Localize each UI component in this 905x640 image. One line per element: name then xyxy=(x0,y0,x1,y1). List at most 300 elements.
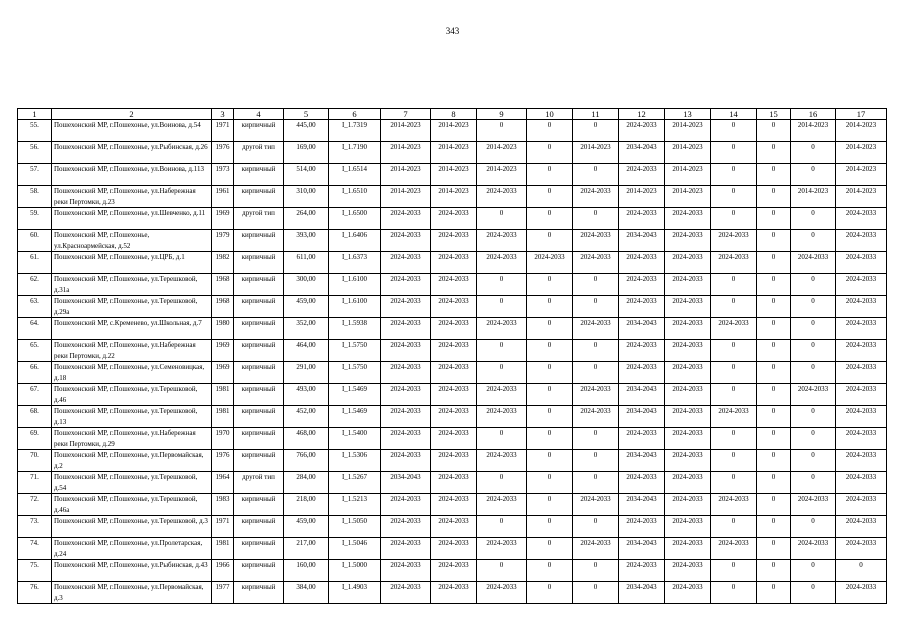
wall-material-cell: кирпичный xyxy=(234,252,284,274)
table-row xyxy=(18,384,887,406)
year-built-cell: 1981 xyxy=(212,538,234,560)
work-period-7-cell: 2024-2033 xyxy=(381,428,431,450)
index-cell: I_1.6514 xyxy=(329,164,381,186)
work-period-16-cell: 2024-2033 xyxy=(791,252,836,274)
address-cell: Пошехонский МР, г.Пошехонье, ул.Пролетарская, д.24 xyxy=(52,538,212,560)
row-number-cell: 65. xyxy=(18,340,52,362)
column-header-15: 15 xyxy=(757,109,791,120)
row-number-cell: 55. xyxy=(18,120,52,142)
work-period-14-cell: 0 xyxy=(711,362,757,384)
area-cell: 160,00 xyxy=(284,560,329,582)
work-period-17-cell: 2024-2033 xyxy=(836,274,887,296)
work-period-17-cell: 2024-2033 xyxy=(836,494,887,516)
work-period-15-cell: 0 xyxy=(757,274,791,296)
row-number-cell: 63. xyxy=(18,296,52,318)
work-period-17-cell: 0 xyxy=(836,560,887,582)
work-period-14-cell: 0 xyxy=(711,142,757,164)
work-period-10-cell: 0 xyxy=(527,560,573,582)
work-period-16-cell: 2024-2033 xyxy=(791,538,836,560)
work-period-11-cell: 0 xyxy=(573,560,619,582)
work-period-12-cell: 2024-2033 xyxy=(619,274,665,296)
work-period-8-cell: 2024-2033 xyxy=(431,208,477,230)
work-period-16-cell: 2024-2033 xyxy=(791,494,836,516)
work-period-9-cell: 2024-2033 xyxy=(477,252,527,274)
work-period-11-cell: 2024-2033 xyxy=(573,538,619,560)
work-period-9-cell: 0 xyxy=(477,362,527,384)
work-period-8-cell: 2024-2033 xyxy=(431,582,477,604)
work-period-14-cell: 0 xyxy=(711,274,757,296)
year-built-cell: 1971 xyxy=(212,516,234,538)
work-period-13-cell: 2014-2023 xyxy=(665,142,711,164)
work-period-8-cell: 2024-2033 xyxy=(431,362,477,384)
work-period-8-cell: 2014-2023 xyxy=(431,186,477,208)
wall-material-cell: кирпичный xyxy=(234,296,284,318)
area-cell: 218,00 xyxy=(284,494,329,516)
work-period-11-cell: 0 xyxy=(573,428,619,450)
year-built-cell: 1971 xyxy=(212,120,234,142)
work-period-9-cell: 2024-2033 xyxy=(477,494,527,516)
address-cell: Пошехонский МР, г.Пошехонье, ул.Рыбинская, д.43 xyxy=(52,560,212,582)
area-cell: 393,00 xyxy=(284,230,329,252)
work-period-10-cell: 0 xyxy=(527,142,573,164)
year-built-cell: 1976 xyxy=(212,142,234,164)
wall-material-cell: другой тип xyxy=(234,208,284,230)
work-period-12-cell: 2024-2033 xyxy=(619,208,665,230)
year-built-cell: 1966 xyxy=(212,560,234,582)
column-header-6: 6 xyxy=(329,109,381,120)
column-header-12: 12 xyxy=(619,109,665,120)
work-period-7-cell: 2024-2033 xyxy=(381,494,431,516)
year-built-cell: 1981 xyxy=(212,406,234,428)
index-cell: I_1.5938 xyxy=(329,318,381,340)
work-period-17-cell: 2024-2033 xyxy=(836,362,887,384)
area-cell: 459,00 xyxy=(284,516,329,538)
work-period-15-cell: 0 xyxy=(757,472,791,494)
housing-registry-table xyxy=(17,108,887,604)
work-period-9-cell: 0 xyxy=(477,340,527,362)
year-built-cell: 1973 xyxy=(212,164,234,186)
work-period-15-cell: 0 xyxy=(757,186,791,208)
work-period-8-cell: 2024-2033 xyxy=(431,252,477,274)
work-period-12-cell: 2034-2043 xyxy=(619,538,665,560)
work-period-9-cell: 0 xyxy=(477,560,527,582)
address-cell: Пошехонский МР, г.Пошехонье, ул.Шевченко, д.11 xyxy=(52,208,212,230)
table-row xyxy=(18,208,887,230)
work-period-17-cell: 2024-2033 xyxy=(836,406,887,428)
work-period-16-cell: 0 xyxy=(791,406,836,428)
work-period-11-cell: 2024-2033 xyxy=(573,494,619,516)
work-period-16-cell: 0 xyxy=(791,274,836,296)
wall-material-cell: другой тип xyxy=(234,142,284,164)
work-period-15-cell: 0 xyxy=(757,120,791,142)
work-period-17-cell: 2024-2033 xyxy=(836,516,887,538)
area-cell: 468,00 xyxy=(284,428,329,450)
work-period-7-cell: 2024-2033 xyxy=(381,318,431,340)
row-number-cell: 64. xyxy=(18,318,52,340)
area-cell: 452,00 xyxy=(284,406,329,428)
table-body xyxy=(18,120,887,604)
work-period-10-cell: 0 xyxy=(527,274,573,296)
work-period-15-cell: 0 xyxy=(757,516,791,538)
row-number-cell: 56. xyxy=(18,142,52,164)
work-period-11-cell: 0 xyxy=(573,472,619,494)
work-period-10-cell: 0 xyxy=(527,516,573,538)
row-number-cell: 69. xyxy=(18,428,52,450)
row-number-cell: 74. xyxy=(18,538,52,560)
address-cell: Пошехонский МР, г.Пошехонье, ул.Терешковой, д.31а xyxy=(52,274,212,296)
wall-material-cell: кирпичный xyxy=(234,494,284,516)
work-period-7-cell: 2024-2033 xyxy=(381,582,431,604)
work-period-13-cell: 2024-2033 xyxy=(665,406,711,428)
work-period-11-cell: 0 xyxy=(573,296,619,318)
table-row xyxy=(18,340,887,362)
work-period-9-cell: 2024-2033 xyxy=(477,538,527,560)
work-period-13-cell: 2024-2033 xyxy=(665,208,711,230)
work-period-8-cell: 2024-2033 xyxy=(431,274,477,296)
index-cell: I_1.6510 xyxy=(329,186,381,208)
work-period-11-cell: 0 xyxy=(573,516,619,538)
wall-material-cell: кирпичный xyxy=(234,340,284,362)
work-period-9-cell: 0 xyxy=(477,516,527,538)
work-period-16-cell: 0 xyxy=(791,428,836,450)
year-built-cell: 1977 xyxy=(212,582,234,604)
work-period-15-cell: 0 xyxy=(757,296,791,318)
work-period-8-cell: 2024-2033 xyxy=(431,472,477,494)
table-row xyxy=(18,516,887,538)
work-period-8-cell: 2024-2033 xyxy=(431,428,477,450)
work-period-17-cell: 2014-2023 xyxy=(836,164,887,186)
work-period-11-cell: 0 xyxy=(573,164,619,186)
work-period-12-cell: 2034-2043 xyxy=(619,230,665,252)
work-period-14-cell: 2024-2033 xyxy=(711,230,757,252)
work-period-9-cell: 0 xyxy=(477,296,527,318)
work-period-7-cell: 2024-2033 xyxy=(381,406,431,428)
work-period-15-cell: 0 xyxy=(757,142,791,164)
work-period-15-cell: 0 xyxy=(757,252,791,274)
work-period-15-cell: 0 xyxy=(757,164,791,186)
row-number-cell: 71. xyxy=(18,472,52,494)
work-period-17-cell: 2024-2033 xyxy=(836,340,887,362)
table-row xyxy=(18,560,887,582)
work-period-7-cell: 2024-2033 xyxy=(381,450,431,472)
area-cell: 217,00 xyxy=(284,538,329,560)
table-row xyxy=(18,318,887,340)
row-number-cell: 61. xyxy=(18,252,52,274)
year-built-cell: 1982 xyxy=(212,252,234,274)
work-period-16-cell: 0 xyxy=(791,142,836,164)
year-built-cell: 1964 xyxy=(212,472,234,494)
work-period-8-cell: 2024-2033 xyxy=(431,538,477,560)
table-row xyxy=(18,428,887,450)
table-row xyxy=(18,472,887,494)
year-built-cell: 1961 xyxy=(212,186,234,208)
row-number-cell: 72. xyxy=(18,494,52,516)
work-period-7-cell: 2024-2033 xyxy=(381,516,431,538)
table-row xyxy=(18,274,887,296)
work-period-14-cell: 0 xyxy=(711,164,757,186)
work-period-10-cell: 0 xyxy=(527,384,573,406)
work-period-8-cell: 2014-2023 xyxy=(431,142,477,164)
work-period-12-cell: 2024-2033 xyxy=(619,362,665,384)
page-number: 343 xyxy=(445,26,460,36)
header-row xyxy=(18,109,887,120)
work-period-17-cell: 2014-2023 xyxy=(836,186,887,208)
work-period-12-cell: 2034-2043 xyxy=(619,582,665,604)
work-period-16-cell: 2024-2033 xyxy=(791,384,836,406)
work-period-16-cell: 0 xyxy=(791,296,836,318)
year-built-cell: 1981 xyxy=(212,384,234,406)
index-cell: I_1.7319 xyxy=(329,120,381,142)
work-period-10-cell: 0 xyxy=(527,208,573,230)
area-cell: 445,00 xyxy=(284,120,329,142)
table-row xyxy=(18,164,887,186)
work-period-8-cell: 2024-2033 xyxy=(431,406,477,428)
index-cell: I_1.5469 xyxy=(329,384,381,406)
work-period-17-cell: 2024-2033 xyxy=(836,384,887,406)
area-cell: 352,00 xyxy=(284,318,329,340)
work-period-15-cell: 0 xyxy=(757,582,791,604)
work-period-10-cell: 0 xyxy=(527,164,573,186)
work-period-14-cell: 0 xyxy=(711,582,757,604)
work-period-13-cell: 2024-2033 xyxy=(665,340,711,362)
column-header-8: 8 xyxy=(431,109,477,120)
work-period-7-cell: 2024-2033 xyxy=(381,560,431,582)
work-period-10-cell: 0 xyxy=(527,428,573,450)
work-period-10-cell: 0 xyxy=(527,296,573,318)
work-period-10-cell: 0 xyxy=(527,186,573,208)
work-period-14-cell: 0 xyxy=(711,208,757,230)
work-period-10-cell: 0 xyxy=(527,406,573,428)
work-period-13-cell: 2024-2033 xyxy=(665,318,711,340)
column-header-13: 13 xyxy=(665,109,711,120)
work-period-12-cell: 2024-2033 xyxy=(619,472,665,494)
work-period-7-cell: 2014-2023 xyxy=(381,142,431,164)
index-cell: I_1.6406 xyxy=(329,230,381,252)
work-period-16-cell: 0 xyxy=(791,230,836,252)
work-period-11-cell: 0 xyxy=(573,450,619,472)
work-period-10-cell: 2024-2033 xyxy=(527,252,573,274)
work-period-14-cell: 0 xyxy=(711,450,757,472)
work-period-7-cell: 2024-2033 xyxy=(381,296,431,318)
address-cell: Пошехонский МР, г.Пошехонье, ул.Воинова, д.54 xyxy=(52,120,212,142)
wall-material-cell: кирпичный xyxy=(234,274,284,296)
table-row xyxy=(18,538,887,560)
wall-material-cell: кирпичный xyxy=(234,318,284,340)
work-period-7-cell: 2024-2033 xyxy=(381,208,431,230)
work-period-7-cell: 2034-2043 xyxy=(381,472,431,494)
table-row xyxy=(18,296,887,318)
work-period-15-cell: 0 xyxy=(757,318,791,340)
row-number-cell: 70. xyxy=(18,450,52,472)
area-cell: 169,00 xyxy=(284,142,329,164)
work-period-15-cell: 0 xyxy=(757,428,791,450)
work-period-8-cell: 2024-2033 xyxy=(431,516,477,538)
wall-material-cell: кирпичный xyxy=(234,516,284,538)
column-header-7: 7 xyxy=(381,109,431,120)
table-row xyxy=(18,450,887,472)
column-header-10: 10 xyxy=(527,109,573,120)
row-number-cell: 68. xyxy=(18,406,52,428)
work-period-12-cell: 2034-2043 xyxy=(619,450,665,472)
work-period-12-cell: 2034-2043 xyxy=(619,384,665,406)
work-period-13-cell: 2024-2033 xyxy=(665,252,711,274)
work-period-12-cell: 2024-2033 xyxy=(619,428,665,450)
column-header-9: 9 xyxy=(477,109,527,120)
table-row xyxy=(18,230,887,252)
index-cell: I_1.6100 xyxy=(329,274,381,296)
area-cell: 384,00 xyxy=(284,582,329,604)
work-period-15-cell: 0 xyxy=(757,362,791,384)
work-period-11-cell: 2024-2033 xyxy=(573,384,619,406)
work-period-14-cell: 2024-2033 xyxy=(711,538,757,560)
work-period-8-cell: 2014-2023 xyxy=(431,120,477,142)
table-row xyxy=(18,406,887,428)
work-period-10-cell: 0 xyxy=(527,362,573,384)
work-period-10-cell: 0 xyxy=(527,538,573,560)
table-row xyxy=(18,186,887,208)
work-period-13-cell: 2024-2033 xyxy=(665,472,711,494)
index-cell: I_1.5050 xyxy=(329,516,381,538)
table-row xyxy=(18,362,887,384)
work-period-13-cell: 2024-2033 xyxy=(665,362,711,384)
index-cell: I_1.5306 xyxy=(329,450,381,472)
address-cell: Пошехонский МР, г.Пошехонье, ул.Терешковой, д.3 xyxy=(52,516,212,538)
work-period-14-cell: 0 xyxy=(711,384,757,406)
work-period-9-cell: 2014-2023 xyxy=(477,142,527,164)
work-period-12-cell: 2024-2033 xyxy=(619,164,665,186)
wall-material-cell: кирпичный xyxy=(234,120,284,142)
table-row xyxy=(18,494,887,516)
row-number-cell: 73. xyxy=(18,516,52,538)
row-number-cell: 60. xyxy=(18,230,52,252)
work-period-10-cell: 0 xyxy=(527,582,573,604)
table-row xyxy=(18,582,887,604)
work-period-10-cell: 0 xyxy=(527,494,573,516)
work-period-13-cell: 2024-2033 xyxy=(665,494,711,516)
wall-material-cell: кирпичный xyxy=(234,406,284,428)
work-period-8-cell: 2014-2023 xyxy=(431,164,477,186)
address-cell: Пошехонский МР, г.Пошехонье, ул.Терешковой, д.46а xyxy=(52,494,212,516)
address-cell: Пошехонский МР, с.Кременево, ул.Школьная, д.7 xyxy=(52,318,212,340)
row-number-cell: 67. xyxy=(18,384,52,406)
work-period-10-cell: 0 xyxy=(527,472,573,494)
work-period-14-cell: 2024-2033 xyxy=(711,494,757,516)
work-period-13-cell: 2024-2033 xyxy=(665,230,711,252)
work-period-8-cell: 2024-2033 xyxy=(431,230,477,252)
work-period-15-cell: 0 xyxy=(757,494,791,516)
address-cell: Пошехонский МР, г.Пошехонье, ул.Семеновицкая, д.18 xyxy=(52,362,212,384)
work-period-9-cell: 0 xyxy=(477,208,527,230)
address-cell: Пошехонский МР, г.Пошехонье, ул.Первомайская, д.3 xyxy=(52,582,212,604)
work-period-8-cell: 2024-2033 xyxy=(431,340,477,362)
wall-material-cell: кирпичный xyxy=(234,384,284,406)
work-period-11-cell: 2014-2023 xyxy=(573,142,619,164)
work-period-14-cell: 0 xyxy=(711,120,757,142)
area-cell: 766,00 xyxy=(284,450,329,472)
work-period-16-cell: 0 xyxy=(791,560,836,582)
work-period-17-cell: 2024-2033 xyxy=(836,252,887,274)
work-period-9-cell: 2024-2033 xyxy=(477,406,527,428)
address-cell: Пошехонский МР, г.Пошехонье, ул.Набережная реки Пертомки, д.29 xyxy=(52,428,212,450)
year-built-cell: 1970 xyxy=(212,428,234,450)
work-period-7-cell: 2024-2033 xyxy=(381,362,431,384)
column-header-2: 2 xyxy=(52,109,212,120)
year-built-cell: 1983 xyxy=(212,494,234,516)
address-cell: Пошехонский МР, г.Пошехонье, ул.Набережная реки Пертомки, д.22 xyxy=(52,340,212,362)
work-period-15-cell: 0 xyxy=(757,340,791,362)
work-period-8-cell: 2024-2033 xyxy=(431,384,477,406)
work-period-9-cell: 2024-2033 xyxy=(477,384,527,406)
year-built-cell: 1980 xyxy=(212,318,234,340)
area-cell: 493,00 xyxy=(284,384,329,406)
work-period-13-cell: 2014-2023 xyxy=(665,164,711,186)
work-period-13-cell: 2024-2033 xyxy=(665,582,711,604)
work-period-13-cell: 2014-2023 xyxy=(665,120,711,142)
work-period-12-cell: 2034-2043 xyxy=(619,494,665,516)
table-row xyxy=(18,252,887,274)
wall-material-cell: кирпичный xyxy=(234,428,284,450)
column-header-16: 16 xyxy=(791,109,836,120)
work-period-17-cell: 2024-2033 xyxy=(836,472,887,494)
wall-material-cell: кирпичный xyxy=(234,186,284,208)
work-period-13-cell: 2014-2023 xyxy=(665,186,711,208)
address-cell: Пошехонский МР, г.Пошехонье, ул.Терешковой, д.54 xyxy=(52,472,212,494)
index-cell: I_1.5046 xyxy=(329,538,381,560)
work-period-12-cell: 2024-2033 xyxy=(619,296,665,318)
work-period-7-cell: 2024-2033 xyxy=(381,252,431,274)
year-built-cell: 1969 xyxy=(212,362,234,384)
work-period-14-cell: 2024-2033 xyxy=(711,252,757,274)
work-period-13-cell: 2024-2033 xyxy=(665,296,711,318)
work-period-11-cell: 0 xyxy=(573,208,619,230)
work-period-17-cell: 2024-2033 xyxy=(836,318,887,340)
work-period-12-cell: 2024-2033 xyxy=(619,340,665,362)
area-cell: 310,00 xyxy=(284,186,329,208)
work-period-14-cell: 2024-2033 xyxy=(711,318,757,340)
work-period-9-cell: 0 xyxy=(477,120,527,142)
work-period-17-cell: 2024-2033 xyxy=(836,230,887,252)
work-period-12-cell: 2024-2033 xyxy=(619,560,665,582)
work-period-12-cell: 2024-2033 xyxy=(619,120,665,142)
wall-material-cell: кирпичный xyxy=(234,582,284,604)
work-period-17-cell: 2014-2023 xyxy=(836,120,887,142)
work-period-13-cell: 2024-2033 xyxy=(665,450,711,472)
work-period-9-cell: 0 xyxy=(477,472,527,494)
work-period-17-cell: 2014-2023 xyxy=(836,142,887,164)
work-period-17-cell: 2024-2033 xyxy=(836,296,887,318)
area-cell: 514,00 xyxy=(284,164,329,186)
address-cell: Пошехонский МР, г.Пошехонье, ул.Первомайская, д.2 xyxy=(52,450,212,472)
address-cell: Пошехонский МР, г.Пошехонье, ул.Рыбинская, д.26 xyxy=(52,142,212,164)
area-cell: 284,00 xyxy=(284,472,329,494)
work-period-8-cell: 2024-2033 xyxy=(431,560,477,582)
address-cell: Пошехонский МР, г.Пошехонье, ул.Набережная реки Пертомки, д.23 xyxy=(52,186,212,208)
row-number-cell: 76. xyxy=(18,582,52,604)
work-period-17-cell: 2024-2033 xyxy=(836,582,887,604)
work-period-13-cell: 2024-2033 xyxy=(665,516,711,538)
work-period-10-cell: 0 xyxy=(527,120,573,142)
work-period-14-cell: 0 xyxy=(711,340,757,362)
work-period-8-cell: 2024-2033 xyxy=(431,318,477,340)
address-cell: Пошехонский МР, г.Пошехонье, ул.ЦРБ, д.1 xyxy=(52,252,212,274)
work-period-7-cell: 2024-2033 xyxy=(381,538,431,560)
year-built-cell: 1969 xyxy=(212,208,234,230)
work-period-13-cell: 2024-2033 xyxy=(665,538,711,560)
work-period-11-cell: 0 xyxy=(573,274,619,296)
work-period-10-cell: 0 xyxy=(527,450,573,472)
work-period-12-cell: 2034-2043 xyxy=(619,142,665,164)
work-period-14-cell: 0 xyxy=(711,296,757,318)
